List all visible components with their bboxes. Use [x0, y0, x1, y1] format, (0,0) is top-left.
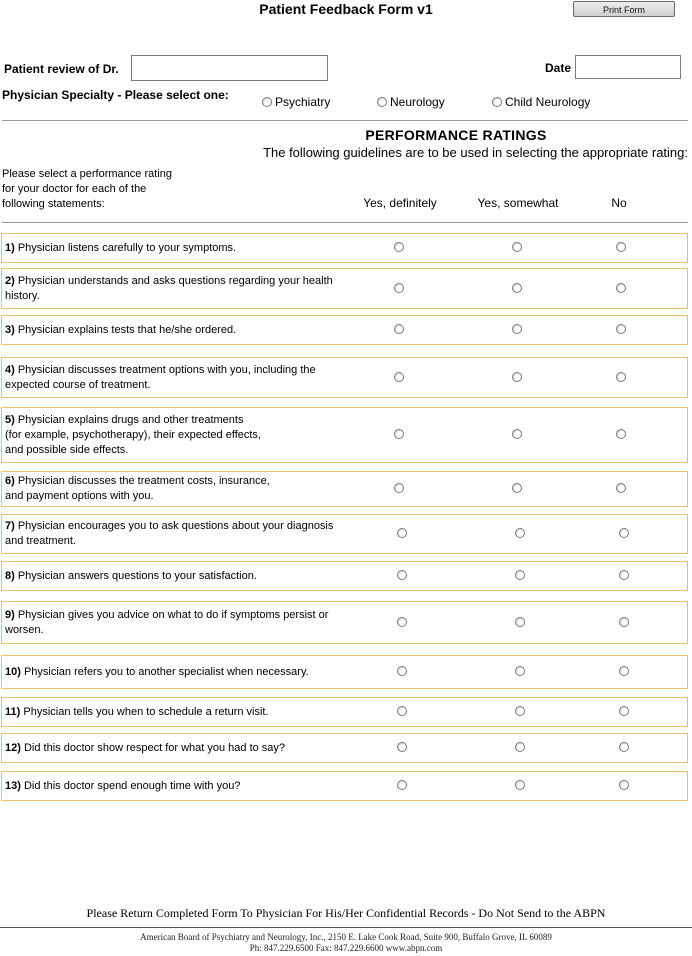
specialty-option-label: Child Neurology: [505, 95, 591, 109]
header-divider: [2, 222, 688, 223]
question-statement: Physician discusses the treatment costs, insurance, and payment options with you.: [5, 475, 270, 502]
question-row: [1, 471, 688, 507]
footer-notice: Please Return Completed Form To Physician For His/Her Confidential Records - Do Not Send to the ABPN: [86, 906, 606, 920]
rating-no-radio[interactable]: [619, 666, 629, 676]
rating-no-radio[interactable]: [616, 242, 626, 252]
footer-address: American Board of Psychiatry and Neurology, Inc., 2150 E. Lake Cook Road, Suite 900, Buffalo Grove, IL 60089: [140, 932, 552, 942]
rating-yes-somewhat-radio[interactable]: [515, 706, 525, 716]
question-text: [5, 241, 236, 256]
rating-yes-definitely-radio[interactable]: [394, 483, 404, 493]
question-number: 9): [5, 609, 15, 621]
rating-yes-definitely-radio[interactable]: [397, 706, 407, 716]
column-header-yes-definitely: Yes, definitely: [363, 196, 437, 210]
specialty-option-child-neurology[interactable]: [492, 95, 590, 109]
radio-icon[interactable]: [262, 97, 272, 107]
rating-yes-somewhat-radio[interactable]: [515, 528, 525, 538]
question-statement: Physician understands and asks questions regarding your health history.: [5, 275, 333, 302]
rating-no-radio[interactable]: [616, 429, 626, 439]
question-text: [5, 779, 240, 794]
rating-yes-definitely-radio[interactable]: [394, 242, 404, 252]
rating-no-radio[interactable]: [616, 324, 626, 334]
rating-yes-definitely-radio[interactable]: [397, 570, 407, 580]
rating-no-radio[interactable]: [616, 283, 626, 293]
question-row: [1, 697, 688, 727]
rating-yes-definitely-radio[interactable]: [397, 528, 407, 538]
question-row: [1, 233, 688, 263]
rating-yes-definitely-radio[interactable]: [397, 617, 407, 627]
date-label: Date: [545, 61, 572, 75]
question-number: 1): [5, 242, 15, 254]
rating-yes-somewhat-radio[interactable]: [512, 283, 522, 293]
question-statement: Physician listens carefully to your symptoms.: [17, 242, 237, 254]
rating-yes-definitely-radio[interactable]: [394, 283, 404, 293]
guideline-text: The following guidelines are to be used in selecting the appropriate rating:: [263, 145, 688, 160]
rating-yes-somewhat-radio[interactable]: [512, 483, 522, 493]
rating-yes-definitely-radio[interactable]: [394, 372, 404, 382]
rating-no-radio[interactable]: [619, 570, 629, 580]
question-text: [5, 413, 261, 458]
radio-icon[interactable]: [377, 97, 387, 107]
rating-yes-somewhat-radio[interactable]: [515, 617, 525, 627]
specialty-label: Physician Specialty - Please select one:: [2, 88, 229, 102]
rating-yes-definitely-radio[interactable]: [394, 429, 404, 439]
rating-yes-somewhat-radio[interactable]: [512, 429, 522, 439]
question-number: 11): [5, 706, 21, 718]
question-statement: Physician answers questions to your satisfaction.: [17, 570, 257, 582]
column-header-no: No: [611, 196, 627, 210]
question-number: 12): [5, 742, 21, 754]
footer-contact: Ph: 847.229.6500 Fax: 847.229.6600 www.abpn.com: [249, 943, 443, 953]
rating-no-radio[interactable]: [619, 742, 629, 752]
question-row: [1, 733, 688, 763]
rating-yes-definitely-radio[interactable]: [397, 666, 407, 676]
question-row: [1, 655, 688, 689]
rating-yes-definitely-radio[interactable]: [397, 742, 407, 752]
section-divider: [2, 120, 688, 121]
rating-no-radio[interactable]: [619, 780, 629, 790]
question-text: [5, 274, 333, 304]
question-statement: Physician gives you advice on what to do if symptoms persist or worsen.: [5, 609, 329, 636]
date-input[interactable]: [575, 55, 681, 79]
question-text: [5, 741, 285, 756]
question-text: [5, 608, 328, 638]
question-statement: Did this doctor spend enough time with you?: [23, 780, 241, 792]
question-number: 7): [5, 520, 15, 532]
rating-yes-somewhat-radio[interactable]: [512, 242, 522, 252]
question-statement: Physician refers you to another specialist when necessary.: [23, 666, 309, 678]
question-statement: Did this doctor show respect for what you had to say?: [23, 742, 286, 754]
print-form-button[interactable]: Print Form: [573, 1, 675, 17]
specialty-option-neurology[interactable]: [377, 95, 445, 109]
question-statement: Physician encourages you to ask questions about your diagnosis and treatment.: [5, 520, 334, 547]
question-number: 5): [5, 414, 15, 426]
footer-divider: [0, 927, 692, 928]
question-row: [1, 407, 688, 463]
question-row: [1, 771, 688, 801]
rating-yes-somewhat-radio[interactable]: [515, 780, 525, 790]
section-heading: PERFORMANCE RATINGS: [365, 127, 547, 143]
question-text: [5, 705, 269, 720]
rating-yes-definitely-radio[interactable]: [397, 780, 407, 790]
question-row: [1, 561, 688, 591]
question-number: 6): [5, 475, 15, 487]
specialty-option-psychiatry[interactable]: [262, 95, 330, 109]
doctor-name-input[interactable]: [131, 55, 328, 81]
question-number: 4): [5, 364, 15, 376]
question-number: 3): [5, 324, 15, 336]
instructions-text: Please select a performance rating for your doctor for each of the following statements:: [2, 168, 172, 210]
rating-yes-somewhat-radio[interactable]: [515, 742, 525, 752]
rating-yes-somewhat-radio[interactable]: [515, 666, 525, 676]
specialty-option-label: Psychiatry: [275, 95, 331, 109]
question-number: 10): [5, 666, 21, 678]
form-title: Patient Feedback Form v1: [259, 1, 433, 17]
question-row: [1, 357, 688, 398]
question-text: [5, 519, 333, 549]
column-header-yes-somewhat: Yes, somewhat: [477, 196, 559, 210]
question-statement: Physician explains drugs and other treatments (for example, psychotherapy), their expected effects, and possible side effects.: [5, 414, 261, 456]
question-text: [5, 665, 309, 680]
rating-no-radio[interactable]: [619, 617, 629, 627]
question-text: [5, 474, 270, 504]
rating-yes-somewhat-radio[interactable]: [515, 570, 525, 580]
question-statement: Physician discusses treatment options with you, including the expected course of treatment.: [5, 364, 316, 391]
rating-no-radio[interactable]: [616, 483, 626, 493]
rating-no-radio[interactable]: [619, 528, 629, 538]
rating-yes-somewhat-radio[interactable]: [512, 324, 522, 334]
question-number: 13): [5, 780, 21, 792]
rating-no-radio[interactable]: [619, 706, 629, 716]
question-text: [5, 323, 236, 338]
question-row: [1, 268, 688, 309]
review-label: Patient review of Dr.: [4, 62, 119, 76]
question-number: 8): [5, 570, 15, 582]
rating-yes-somewhat-radio[interactable]: [512, 372, 522, 382]
question-text: [5, 363, 316, 393]
specialty-option-label: Neurology: [390, 95, 445, 109]
question-row: [1, 315, 688, 345]
question-number: 2): [5, 275, 15, 287]
question-statement: Physician explains tests that he/she ordered.: [17, 324, 237, 336]
footer-address-block: [0, 932, 692, 954]
rating-yes-definitely-radio[interactable]: [394, 324, 404, 334]
rating-no-radio[interactable]: [616, 372, 626, 382]
question-text: [5, 569, 257, 584]
question-row: [1, 601, 688, 644]
question-row: [1, 514, 688, 554]
radio-icon[interactable]: [492, 97, 502, 107]
question-statement: Physician tells you when to schedule a return visit.: [23, 706, 269, 718]
